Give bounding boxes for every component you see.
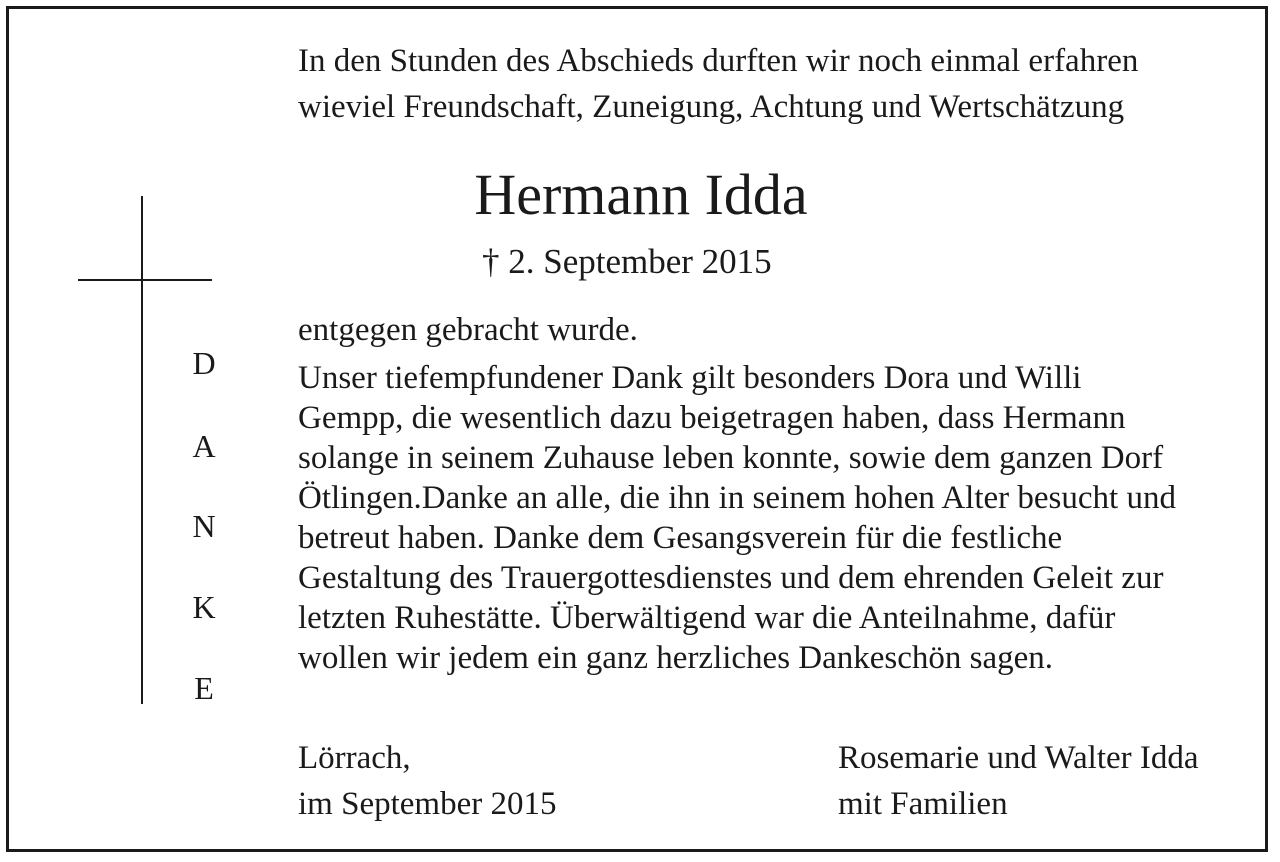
paragraph-gap	[298, 350, 1258, 358]
body-line: solange in seinem Zuhause leben konnte, sowie dem ganzen Dorf	[298, 440, 1164, 476]
death-date: † 2. September 2015	[482, 242, 772, 281]
body-line: letzten Ruhestätte. Überwältigend war die Anteilnahme, dafür	[298, 600, 1116, 636]
signature-date: im September 2015	[298, 786, 557, 822]
cross-horizontal-bar	[78, 279, 212, 281]
danke-letter: N	[192, 508, 216, 544]
intro-text	[298, 38, 1258, 130]
body-line: betreut haben. Danke dem Gesangsverein für die festliche	[298, 520, 1063, 556]
danke-letter: D	[192, 345, 216, 381]
deceased-name: Hermann Idda	[474, 162, 808, 227]
body-line: Ötlingen.Danke an alle, die ihn in seinem hohen Alter besucht und	[298, 480, 1176, 516]
cross-vertical-bar	[141, 196, 143, 704]
danke-letter: E	[194, 670, 214, 706]
body-line: Gempp, die wesentlich dazu beigetragen haben, dass Hermann	[298, 400, 1126, 436]
signature-place-date	[298, 735, 556, 827]
intro-line: wieviel Freundschaft, Zuneigung, Achtung und Wertschätzung	[298, 89, 1125, 125]
signature-names	[838, 735, 1199, 827]
signature-place: Lörrach,	[298, 740, 411, 776]
body-text	[298, 310, 1258, 678]
body-line: Unser tiefempfundener Dank gilt besonders Dora und Willi	[298, 360, 1082, 396]
danke-letter: K	[192, 589, 216, 625]
signature-family: mit Familien	[838, 786, 1008, 822]
intro-line: In den Stunden des Abschieds durften wir noch einmal erfahren	[298, 43, 1139, 79]
danke-letter: A	[192, 428, 216, 464]
body-line: wollen wir jedem ein ganz herzliches Dankeschön sagen.	[298, 640, 1054, 676]
signature-family-names: Rosemarie und Walter Idda	[838, 740, 1199, 776]
body-line: Gestaltung des Trauergottesdienstes und dem ehrenden Geleit zur	[298, 560, 1164, 596]
body-first-line: entgegen gebracht wurde.	[298, 312, 638, 348]
